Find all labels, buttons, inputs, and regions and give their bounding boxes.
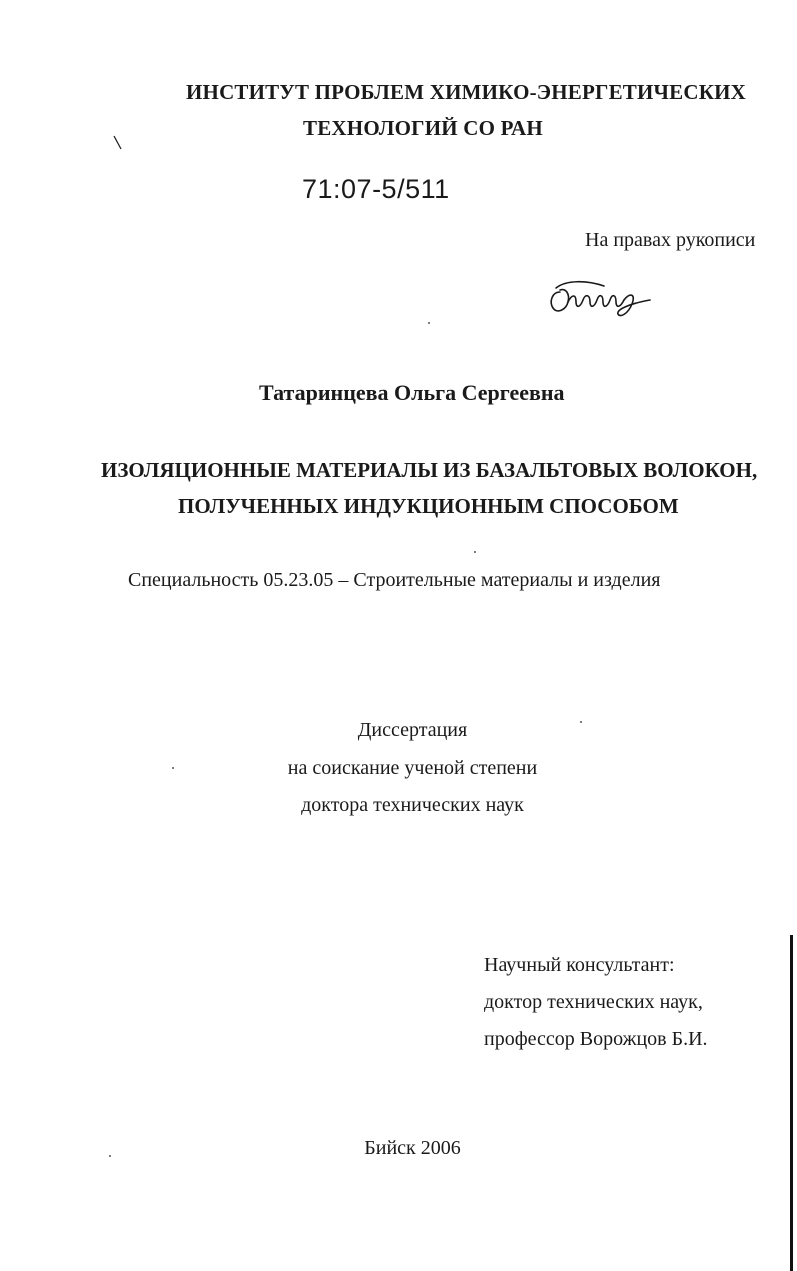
consultant-name: профессор Ворожцов Б.И. bbox=[484, 1028, 708, 1050]
consultant-label: Научный консультант: bbox=[484, 954, 675, 976]
speck bbox=[428, 322, 430, 324]
speck bbox=[474, 551, 476, 553]
catalog-code: 71:07-5/511 bbox=[302, 174, 450, 204]
degree-type: Диссертация bbox=[357, 719, 468, 741]
city-year: Бийск 2006 bbox=[364, 1137, 461, 1159]
manuscript-rights-note: На правах рукописи bbox=[585, 229, 756, 251]
institute-name-line2: ТЕХНОЛОГИЙ СО РАН bbox=[303, 116, 543, 140]
degree-name: доктора технических наук bbox=[301, 794, 524, 816]
specialty-line: Специальность 05.23.05 – Строительные материалы и изделия bbox=[128, 569, 661, 591]
scan-edge-line bbox=[790, 935, 793, 1271]
consultant-degree: доктор технических наук, bbox=[484, 991, 703, 1013]
author-name: Татаринцева Ольга Сергеевна bbox=[259, 380, 565, 405]
degree-purpose: на соискание ученой степени bbox=[287, 757, 538, 779]
dissertation-title-line1: ИЗОЛЯЦИОННЫЕ МАТЕРИАЛЫ ИЗ БАЗАЛЬТОВЫХ ВОЛОКОН, bbox=[101, 458, 758, 482]
institute-name-line1: ИНСТИТУТ ПРОБЛЕМ ХИМИКО-ЭНЕРГЕТИЧЕСКИХ bbox=[186, 80, 747, 104]
dissertation-title-line2: ПОЛУЧЕННЫХ ИНДУКЦИОННЫМ СПОСОБОМ bbox=[178, 494, 679, 518]
stray-mark-icon bbox=[112, 134, 124, 152]
signature-icon bbox=[546, 272, 658, 320]
